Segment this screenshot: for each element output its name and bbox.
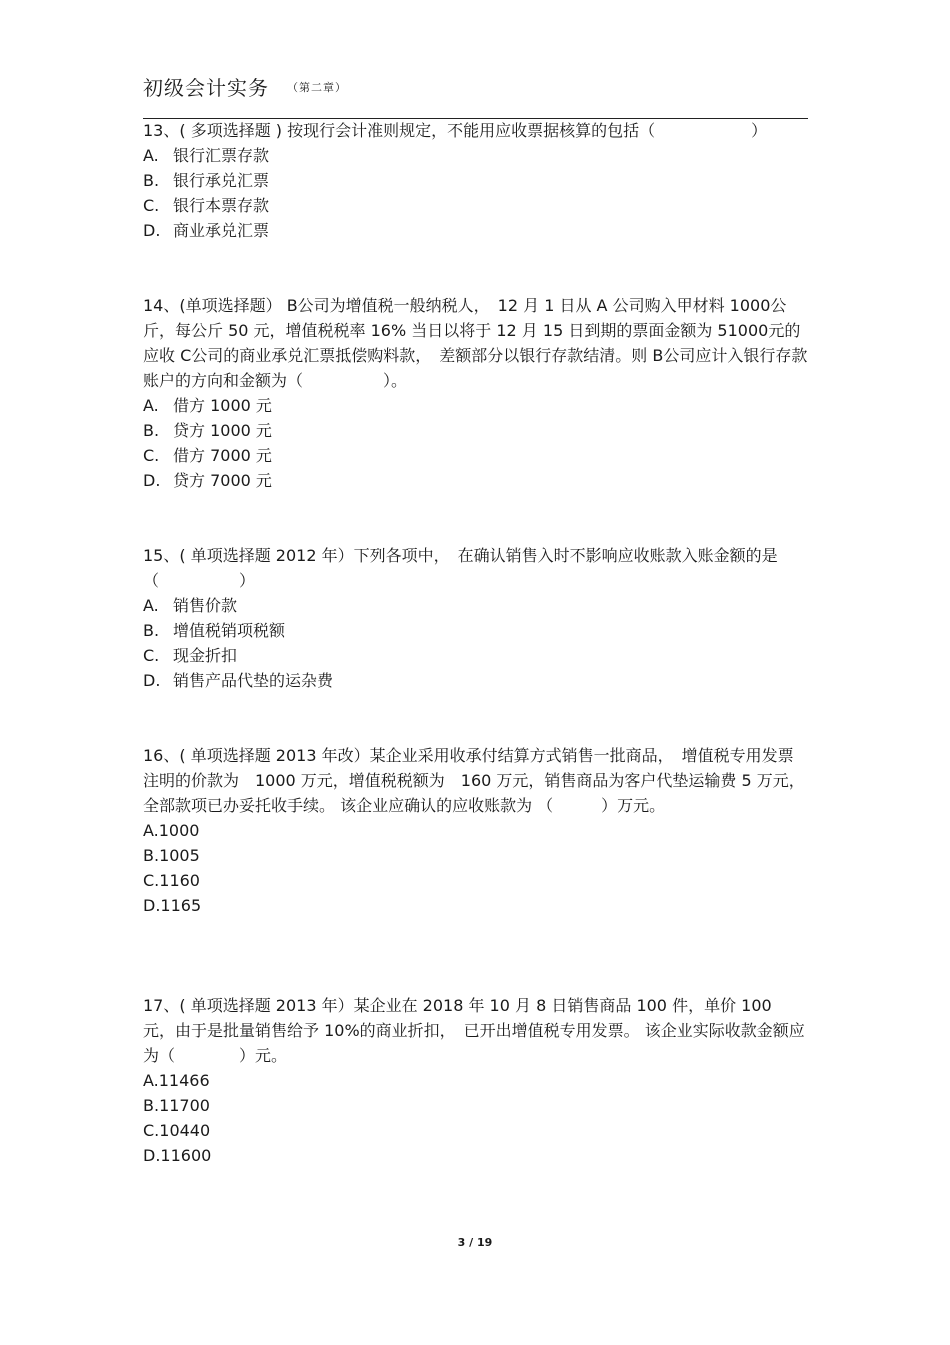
option-a: A. 借方 1000 元 bbox=[143, 396, 272, 415]
option-d: D.1165 bbox=[143, 896, 202, 915]
page-number: 3 / 19 bbox=[457, 1236, 493, 1249]
option-d: D.11600 bbox=[143, 1146, 212, 1165]
option-c: C. 现金折扣 bbox=[143, 646, 238, 665]
question-stem: 17、( 单项选择题 2013 年）某企业在 2018 年 10 月 8 日销售商品 100 件，单价 100 元，由于是批量销售给予 10%的商业折扣， 已开出增值税专用发票。 该企业实际收款金额应为（ ）元。 bbox=[143, 996, 805, 1065]
page-header bbox=[143, 70, 808, 119]
option-a: A. 银行汇票存款 bbox=[143, 146, 270, 165]
option-b: B.1005 bbox=[143, 846, 200, 865]
question-stem: 13、( 多项选择题 ) 按现行会计准则规定，不能用应收票据核算的包括（ ） bbox=[143, 121, 768, 140]
option-a: A.11466 bbox=[143, 1071, 210, 1090]
option-a: A.1000 bbox=[143, 821, 200, 840]
question-stem: 14、(单项选择题） B公司为增值税一般纳税人， 12 月 1 日从 A 公司购入甲材料 1000公斤，每公斤 50 元，增值税税率 16% 当日以将于 12 月 15 日到期的票面金额为 51000元的应收 C公司的商业承兑汇票抵偿购料款， 差额部分以银行存款结清。则 B公司应计入银行存款账户的方向和金额为（ ）。 bbox=[143, 296, 808, 390]
option-b: B. 银行承兑汇票 bbox=[143, 171, 270, 190]
option-c: C.10440 bbox=[143, 1121, 211, 1140]
question-13 bbox=[143, 118, 808, 243]
book-title: 初级会计实务 bbox=[143, 76, 269, 100]
question-15 bbox=[143, 543, 808, 693]
option-a: A. 销售价款 bbox=[143, 596, 238, 615]
question-17 bbox=[143, 993, 808, 1168]
option-b: B.11700 bbox=[143, 1096, 210, 1115]
option-d: D. 贷方 7000 元 bbox=[143, 471, 272, 490]
option-b: B. 贷方 1000 元 bbox=[143, 421, 272, 440]
option-d: D. 销售产品代垫的运杂费 bbox=[143, 671, 334, 690]
question-stem: 16、( 单项选择题 2013 年改）某企业采用收承付结算方式销售一批商品， 增值税专用发票注明的价款为 1000 万元，增值税税额为 160 万元，销售商品为客户代垫运输费 5 万元，全部款项已办妥托收手续。 该企业应确认的应收账款为 （ ）万元。 bbox=[143, 746, 805, 815]
chapter-label: （第二章） bbox=[287, 81, 347, 94]
option-c: C. 银行本票存款 bbox=[143, 196, 270, 215]
option-d: D. 商业承兑汇票 bbox=[143, 221, 270, 240]
option-c: C.1160 bbox=[143, 871, 200, 890]
question-16 bbox=[143, 743, 808, 918]
question-14 bbox=[143, 293, 808, 493]
option-c: C. 借方 7000 元 bbox=[143, 446, 272, 465]
question-stem: 15、( 单项选择题 2012 年）下列各项中， 在确认销售入时不影响应收账款入账金额的是（ ） bbox=[143, 546, 778, 590]
option-b: B. 增值税销项税额 bbox=[143, 621, 286, 640]
